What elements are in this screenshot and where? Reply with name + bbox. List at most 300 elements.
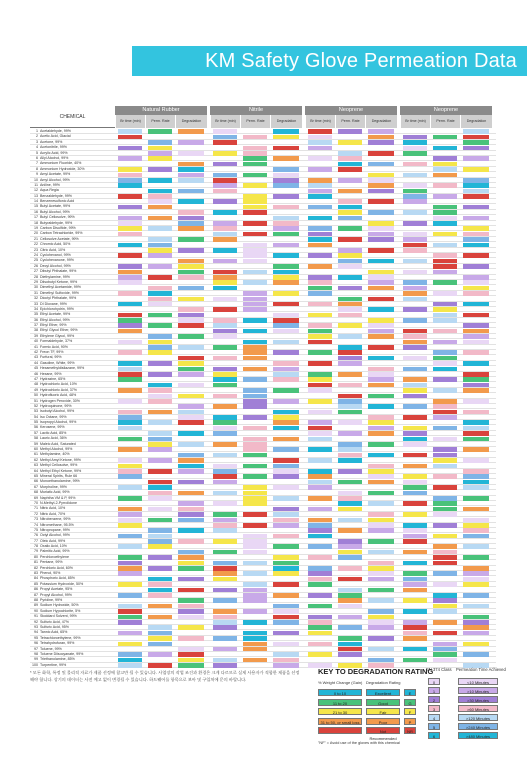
- rating-cell: [403, 156, 427, 161]
- rating-cell: [243, 496, 267, 501]
- rating-cell: [178, 410, 204, 415]
- chemical-name: Tetrachloroethylene, 99%: [40, 635, 81, 640]
- rating-cell: [338, 426, 362, 431]
- breakthrough-time: <10 Minutes: [458, 678, 498, 685]
- rating-cell: [403, 615, 427, 620]
- rating-cell: [463, 297, 489, 302]
- row-number: 21: [34, 236, 38, 241]
- rating-cell: [273, 464, 299, 469]
- rating-cell: [273, 577, 299, 582]
- rating-cell: [433, 544, 457, 549]
- rating-cell: [118, 647, 142, 652]
- column-subheader: Degradation: [460, 115, 492, 128]
- rating-cell: [273, 518, 299, 523]
- rating-cell: [243, 528, 267, 533]
- rating-cell: [213, 625, 237, 630]
- rating-cell: [148, 501, 172, 506]
- breakthrough-class: 1: [428, 687, 440, 694]
- rating-cell: [433, 561, 457, 566]
- rating-cell: [338, 345, 362, 350]
- rating-cell: [178, 194, 204, 199]
- rating-cell: [118, 663, 142, 668]
- rating-cell: [118, 507, 142, 512]
- row-number: 5: [36, 150, 38, 155]
- rating-cell: [178, 571, 204, 576]
- rating-cell: [368, 313, 394, 318]
- rating-cell: [148, 221, 172, 226]
- rating-cell: [243, 334, 267, 339]
- rating-cell: [463, 216, 489, 221]
- rating-cell: [368, 264, 394, 269]
- rating-cell: [433, 210, 457, 215]
- rating-cell: [433, 437, 457, 442]
- rating-cell: [308, 588, 332, 593]
- chemical-name: Perchloric Acid, 60%: [40, 565, 73, 570]
- rating-cell: [403, 415, 427, 420]
- chemical-name: Ethyl Ether, 99%: [40, 323, 67, 328]
- rating-cell: [463, 404, 489, 409]
- rating-cell: [213, 399, 237, 404]
- rating-cell: [403, 388, 427, 393]
- rating-cell: [368, 415, 394, 420]
- rating-cell: [338, 582, 362, 587]
- rating-cell: [403, 399, 427, 404]
- rating-cell: [273, 270, 299, 275]
- rating-cell: [338, 253, 362, 258]
- rating-cell: [118, 458, 142, 463]
- rating-cell: [178, 350, 204, 355]
- rating-cell: [243, 609, 267, 614]
- rating-cell: [148, 453, 172, 458]
- rating-cell: [338, 474, 362, 479]
- rating-cell: [178, 334, 204, 339]
- chemical-name: Maleic Acid, Saturated: [40, 441, 76, 446]
- rating-cell: [148, 367, 172, 372]
- rating-cell: [243, 523, 267, 528]
- rating-cell: [118, 512, 142, 517]
- rating-cell: [433, 329, 457, 334]
- chemical-name: Nitric Acid, 70%: [40, 511, 66, 516]
- rating-cell: [338, 410, 362, 415]
- rating-cell: [463, 307, 489, 312]
- rating-cell: [338, 361, 362, 366]
- rating-cell: [273, 426, 299, 431]
- rating-cell: [118, 318, 142, 323]
- rating-cell: [243, 437, 267, 442]
- chemical-name: Nitric Acid, 10%: [40, 506, 66, 511]
- rating-cell: [368, 156, 394, 161]
- rating-cell: [118, 491, 142, 496]
- rating-cell: [433, 404, 457, 409]
- rating-cell: [308, 404, 332, 409]
- rating-cell: [213, 512, 237, 517]
- rating-cell: [178, 507, 204, 512]
- rating-cell: [243, 534, 267, 539]
- chemical-name: Gasoline, White, 99%: [40, 360, 75, 365]
- rating-cell: [243, 361, 267, 366]
- rating-cell: [178, 270, 204, 275]
- rating-cell: [338, 270, 362, 275]
- rating-cell: [403, 167, 427, 172]
- rating-cell: [178, 544, 204, 549]
- rating-cell: [178, 183, 204, 188]
- rating-cell: [213, 340, 237, 345]
- breakthrough-time: >60 Minutes: [458, 705, 498, 712]
- rating-cell: [463, 571, 489, 576]
- rating-cell: [403, 636, 427, 641]
- rating-cell: [403, 507, 427, 512]
- rating-cell: [308, 151, 332, 156]
- rating-cell: [308, 458, 332, 463]
- rating-cell: [213, 550, 237, 555]
- rating-cell: [368, 469, 394, 474]
- chemical-name: Sulfuric Acid, 95%: [40, 624, 69, 629]
- rating-cell: [178, 275, 204, 280]
- rating-cell: [213, 420, 237, 425]
- rating-cell: [403, 561, 427, 566]
- rating-cell: [403, 480, 427, 485]
- row-number: 1: [36, 129, 38, 133]
- rating-cell: [338, 652, 362, 657]
- rating-cell: [213, 189, 237, 194]
- rating-cell: [118, 534, 142, 539]
- rating-cell: [403, 291, 427, 296]
- rating-cell: [403, 270, 427, 275]
- rating-cell: [148, 571, 172, 576]
- rating-cell: [243, 464, 267, 469]
- rating-cell: [433, 512, 457, 517]
- rating-cell: [463, 140, 489, 145]
- rating-cell: [308, 523, 332, 528]
- row-number: 82: [34, 565, 38, 570]
- rating-cell: [243, 394, 267, 399]
- rating-cell: [433, 566, 457, 571]
- rating-cell: [213, 280, 237, 285]
- rating-cell: [463, 377, 489, 382]
- row-number: 57: [34, 430, 38, 435]
- rating-cell: [433, 162, 457, 167]
- rating-cell: [178, 534, 204, 539]
- rating-cell: [433, 297, 457, 302]
- rating-cell: [213, 604, 237, 609]
- row-number: 8: [36, 166, 38, 171]
- rating-cell: [273, 189, 299, 194]
- row-number: 73: [34, 517, 38, 522]
- rating-cell: [148, 474, 172, 479]
- rating-cell: [403, 647, 427, 652]
- rating-cell: [463, 146, 489, 151]
- rating-cell: [243, 615, 267, 620]
- rating-cell: [368, 544, 394, 549]
- rating-cell: [338, 248, 362, 253]
- rating-cell: [243, 388, 267, 393]
- rating-cell: [148, 566, 172, 571]
- rating-cell: [178, 404, 204, 409]
- rating-cell: [403, 447, 427, 452]
- rating-cell: [148, 334, 172, 339]
- rating-cell: [308, 377, 332, 382]
- row-number: 77: [34, 538, 38, 543]
- rating-cell: [308, 243, 332, 248]
- rating-cell: [433, 199, 457, 204]
- rating-cell: [338, 528, 362, 533]
- rating-cell: [118, 237, 142, 242]
- rating-cell: [403, 577, 427, 582]
- rating-cell: [433, 361, 457, 366]
- rating-cell: [118, 496, 142, 501]
- rating-cell: [463, 253, 489, 258]
- rating-cell: [213, 431, 237, 436]
- rating-cell: [243, 243, 267, 248]
- rating-cell: [178, 480, 204, 485]
- row-number: 51: [34, 398, 38, 403]
- rating-cell: [118, 356, 142, 361]
- rating-cell: [118, 377, 142, 382]
- rating-cell: [213, 523, 237, 528]
- chemical-name: Tetrahydrofuran, 99%: [40, 641, 75, 646]
- rating-cell: [308, 156, 332, 161]
- rating-cell: [403, 323, 427, 328]
- rating-cell: [403, 410, 427, 415]
- rating-cell: [308, 604, 332, 609]
- chemical-name: Butyraldehyde, 99%: [40, 220, 73, 225]
- rating-cell: [243, 410, 267, 415]
- row-number: 55: [34, 420, 38, 425]
- rating-cell: [243, 162, 267, 167]
- rating-cell: [308, 361, 332, 366]
- rating-cell: [273, 194, 299, 199]
- rating-cell: [338, 539, 362, 544]
- rating-cell: [338, 647, 362, 652]
- rating-cell: [148, 156, 172, 161]
- rating-cell: [118, 345, 142, 350]
- rating-cell: [463, 636, 489, 641]
- rating-cell: [273, 534, 299, 539]
- rating-cell: [148, 469, 172, 474]
- rating-cell: [403, 135, 427, 140]
- rating-cell: [273, 582, 299, 587]
- row-number: 66: [34, 479, 38, 484]
- rating-cell: [178, 652, 204, 657]
- rating-cell: [338, 534, 362, 539]
- rating-cell: [243, 367, 267, 372]
- sub-headers: [30, 115, 496, 128]
- row-number: 76: [34, 533, 38, 538]
- rating-cell: [243, 178, 267, 183]
- rating-cell: [273, 615, 299, 620]
- rating-cell: [463, 356, 489, 361]
- rating-cell: [213, 350, 237, 355]
- rating-cell: [213, 334, 237, 339]
- chemical-name: DI Dioxane, 99%: [40, 301, 67, 306]
- rating-cell: [273, 329, 299, 334]
- rating-cell: [148, 539, 172, 544]
- rating-cell: [118, 135, 142, 140]
- rating-cell: [148, 658, 172, 663]
- rating-cell: [148, 636, 172, 641]
- rating-cell: [178, 394, 204, 399]
- rating-cell: [463, 598, 489, 603]
- rating-cell: [273, 431, 299, 436]
- rating-cell: [308, 501, 332, 506]
- chemical-name: Citric Acid, 10%: [40, 247, 66, 252]
- rating-cell: [178, 642, 204, 647]
- rating-cell: [433, 615, 457, 620]
- chemical-name: Furfural, 99%: [40, 355, 62, 360]
- rating-cell: [368, 588, 394, 593]
- rating-cell: [403, 253, 427, 258]
- rating-cell: [368, 253, 394, 258]
- rating-cell: [368, 275, 394, 280]
- rating-cell: [368, 523, 394, 528]
- rating-cell: [368, 577, 394, 582]
- rating-cell: [118, 173, 142, 178]
- row-number: 11: [34, 182, 38, 187]
- rating-cell: [148, 647, 172, 652]
- rating-cell: [433, 555, 457, 560]
- row-number: 68: [34, 490, 38, 495]
- row-number: 78: [34, 544, 38, 549]
- rating-cell: [148, 523, 172, 528]
- rating-cell: [118, 485, 142, 490]
- rating-cell: [403, 334, 427, 339]
- rating-cell: [148, 226, 172, 231]
- chemical-name: Benzaldehyde, 99%: [40, 193, 72, 198]
- rating-cell: [433, 507, 457, 512]
- rating-cell: [463, 582, 489, 587]
- rating-cell: [148, 577, 172, 582]
- rating-cell: [213, 631, 237, 636]
- rating-cell: [118, 199, 142, 204]
- rating-cell: [178, 631, 204, 636]
- breakthrough-class: 4: [428, 714, 440, 721]
- rating-cell: [178, 388, 204, 393]
- rating-cell: [118, 404, 142, 409]
- chemical-name: Sodium Hypochlorite, 5%: [40, 608, 81, 613]
- rating-cell: [463, 367, 489, 372]
- rating-cell: [308, 334, 332, 339]
- rating-cell: [403, 345, 427, 350]
- rating-cell: [368, 302, 394, 307]
- rating-cell: [118, 156, 142, 161]
- rating-cell: [403, 221, 427, 226]
- rating-cell: [178, 264, 204, 269]
- rating-cell: [178, 356, 204, 361]
- rating-cell: [338, 437, 362, 442]
- rating-cell: [213, 307, 237, 312]
- rating-cell: [368, 598, 394, 603]
- rating-cell: [403, 464, 427, 469]
- rating-cell: [338, 550, 362, 555]
- column-subheader: Perm. Rate: [335, 115, 365, 128]
- rating-cell: [368, 340, 394, 345]
- rating-cell: [213, 178, 237, 183]
- rating-cell: [368, 243, 394, 248]
- rating-cell: [308, 615, 332, 620]
- rating-cell: [308, 658, 332, 663]
- rating-cell: [368, 291, 394, 296]
- rating-cell: [338, 642, 362, 647]
- rating-cell: [463, 420, 489, 425]
- rating-cell: [403, 243, 427, 248]
- rating-cell: [243, 480, 267, 485]
- rating-cell: [243, 588, 267, 593]
- chemical-name: Iso Octane, 99%: [40, 414, 67, 419]
- row-number: 65: [34, 474, 38, 478]
- chemical-name: Chromic Acid, 50%: [40, 242, 71, 247]
- rating-cell: [433, 173, 457, 178]
- rating-cell: [463, 183, 489, 188]
- rating-cell: [463, 437, 489, 442]
- rating-cell: [148, 458, 172, 463]
- chemical-name: Amyl Acetate, 99%: [40, 172, 71, 177]
- rating-cell: [433, 189, 457, 194]
- rating-cell: [338, 555, 362, 560]
- rating-cell: [463, 609, 489, 614]
- rating-cell: [213, 146, 237, 151]
- rating-cell: [368, 458, 394, 463]
- rating-cell: [178, 431, 204, 436]
- row-number: 34: [34, 306, 38, 311]
- rating-cell: [243, 442, 267, 447]
- rating-cell: [148, 631, 172, 636]
- rating-cell: [368, 485, 394, 490]
- rating-cell: [403, 518, 427, 523]
- rating-cell: [213, 226, 237, 231]
- rating-cell: [148, 404, 172, 409]
- rating-cell: [403, 534, 427, 539]
- rating-cell: [148, 313, 172, 318]
- rating-cell: [243, 561, 267, 566]
- rating-cell: [338, 415, 362, 420]
- rating-cell: [243, 286, 267, 291]
- rating-cell: [213, 129, 237, 134]
- rating-cell: [308, 275, 332, 280]
- breakthrough-time: >30 Minutes: [458, 696, 498, 703]
- rating-cell: [433, 539, 457, 544]
- rating-cell: [308, 555, 332, 560]
- rating-cell: [148, 609, 172, 614]
- rating-cell: [308, 598, 332, 603]
- rating-cell: [243, 582, 267, 587]
- rating-cell: [243, 404, 267, 409]
- row-number: 13: [34, 193, 38, 198]
- rating-cell: [433, 609, 457, 614]
- rating-cell: [118, 183, 142, 188]
- rating-cell: [118, 205, 142, 210]
- rating-cell: [118, 469, 142, 474]
- rating-cell: [308, 356, 332, 361]
- rating-cell: [243, 156, 267, 161]
- rating-cell: [273, 636, 299, 641]
- rating-cell: [403, 146, 427, 151]
- rating-cell: [403, 302, 427, 307]
- rating-cell: [118, 394, 142, 399]
- row-number: 95: [34, 635, 38, 640]
- rating-cell: [368, 453, 394, 458]
- rating-cell: [118, 399, 142, 404]
- rating-cell: [118, 453, 142, 458]
- rating-cell: [338, 469, 362, 474]
- chemical-name: Dimethyl Acetamide, 99%: [40, 285, 81, 290]
- chemical-name: Lactic Acid, 85%: [40, 430, 67, 435]
- chemical-name: Allyl Alcohol, 99%: [40, 155, 69, 160]
- rating-cell: [273, 297, 299, 302]
- rating-cell: [403, 631, 427, 636]
- rating-cell: [433, 399, 457, 404]
- rating-cell: [243, 658, 267, 663]
- rating-cell: [403, 523, 427, 528]
